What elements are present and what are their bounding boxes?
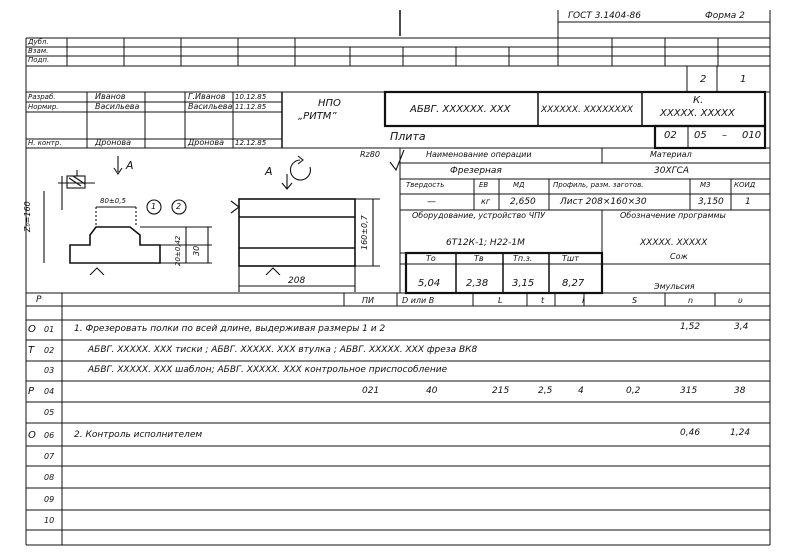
- row-l: 215: [492, 386, 510, 396]
- table-header-d: D или В: [402, 296, 435, 305]
- col-value: 3,150: [698, 197, 724, 207]
- op-code: 010: [742, 130, 762, 141]
- table-header-i: i: [582, 296, 585, 305]
- row-number: 08: [44, 473, 55, 482]
- time-value: 3,15: [512, 278, 535, 289]
- row-number: 06: [44, 431, 55, 440]
- circle-1: 1: [151, 202, 157, 211]
- sig-role: Н. контр.: [28, 139, 62, 147]
- row-number: 03: [44, 366, 55, 375]
- dubl-label: Дубл.: [28, 38, 49, 46]
- table-header-n: n: [688, 296, 694, 305]
- col-value: —: [427, 197, 436, 207]
- row-number: 04: [44, 387, 55, 396]
- row-number: 01: [44, 325, 55, 334]
- row-kind: О: [28, 324, 36, 335]
- op-name-header: Наименование операции: [426, 150, 532, 159]
- sheet-count: 2: [700, 74, 707, 85]
- dim-208: 208: [288, 276, 306, 286]
- table-header-p: Р: [36, 295, 42, 305]
- vzam-label: Взам.: [28, 47, 49, 55]
- roughness-mark: Rz80: [360, 150, 380, 159]
- op-code: –: [722, 130, 727, 141]
- code2: XXXXXX. XXXXXXXX: [541, 105, 634, 115]
- row-text: АБВГ. XXXXX. XXX шаблон; АБВГ. XXXXX. XXX контрольное приспособление: [88, 365, 448, 375]
- table-header-t: t: [541, 296, 545, 305]
- col-value: 2,650: [510, 197, 536, 207]
- part-name: Плита: [390, 130, 426, 143]
- sozh-header: Сож: [670, 252, 688, 261]
- sig-signature: Васильева: [188, 102, 233, 111]
- row-text: 1. Фрезеровать полки по всей длине, выдерживая размеры 1 и 2: [74, 324, 386, 334]
- col-header: КОИД: [734, 181, 756, 189]
- sig-date: 10.12.85: [235, 93, 267, 101]
- sig-role: Нормир.: [28, 103, 59, 111]
- table-header-pi: ПИ: [362, 296, 374, 305]
- program-value: XXXXX. XXXXX: [640, 238, 708, 248]
- dim-80: 80±0,5: [100, 197, 126, 205]
- row-number: 07: [44, 452, 55, 461]
- sig-name: Васильева: [95, 102, 140, 111]
- row-v: 1,24: [730, 428, 751, 438]
- time-header: То: [426, 254, 436, 263]
- op-code: 05: [694, 130, 707, 141]
- sig-role: Разраб.: [28, 93, 56, 101]
- col-value: Лист 208×160×30: [560, 197, 647, 207]
- time-value: 5,04: [418, 278, 441, 289]
- row-s: 0,2: [626, 386, 641, 396]
- row-text: АБВГ. XXXXX. XXX тиски ; АБВГ. XXXXX. XXX втулка ; АБВГ. XXXXX. XXX фреза ВК8: [88, 345, 478, 355]
- k-code: XXXXX. XXXXX: [660, 108, 735, 119]
- view-arrow-label: A: [126, 159, 134, 172]
- row-number: 02: [44, 346, 55, 355]
- row-number: 09: [44, 495, 55, 504]
- row-n: 1,52: [680, 322, 701, 332]
- part-sketch-front: [231, 150, 404, 292]
- row-n: 315: [680, 386, 698, 396]
- row-t: 2,5: [538, 386, 553, 396]
- time-header: Тп.з.: [513, 254, 533, 263]
- time-header: Тв: [474, 254, 484, 263]
- dim-160: 160±0,7: [360, 215, 369, 250]
- program-header: Обозначение программы: [620, 211, 726, 220]
- equip-value: 6Т12К-1; Н22-1М: [446, 238, 525, 248]
- org-line1: НПО: [318, 98, 341, 109]
- col-header: Твердость: [406, 181, 445, 189]
- material: 30ХГСА: [654, 166, 690, 176]
- row-i: 4: [578, 386, 584, 396]
- equip-header: Оборудование, устройство ЧПУ: [412, 211, 545, 220]
- sig-name: Дронова: [95, 138, 131, 147]
- gost-label: ГОСТ 3.1404-86: [568, 11, 641, 21]
- col-value: кг: [481, 197, 491, 206]
- row-number: 10: [44, 516, 55, 525]
- k-label: К.: [693, 95, 704, 106]
- sozh-value: Эмульсия: [654, 282, 695, 291]
- dim-zo: Z₀=160: [23, 201, 32, 232]
- col-header: МД: [513, 181, 525, 189]
- time-value: 2,38: [466, 278, 489, 289]
- sheet-number: 1: [740, 74, 747, 85]
- col-header: ЕВ: [479, 181, 489, 189]
- table-header-l: L: [498, 296, 503, 305]
- view-a-label: A: [265, 165, 273, 178]
- part-sketch-side: [44, 156, 212, 275]
- doc-code: АБВГ. XXXXXX. XXX: [410, 104, 511, 115]
- table-header-s: S: [632, 296, 638, 305]
- op-code: 02: [664, 130, 677, 141]
- row-pi: 021: [362, 386, 380, 396]
- sig-date: 12.12.85: [235, 139, 267, 147]
- time-value: 8,27: [562, 278, 585, 289]
- row-d: 40: [426, 386, 438, 396]
- row-text: 2. Контроль исполнителем: [74, 430, 203, 440]
- op-name: Фрезерная: [450, 166, 502, 176]
- time-header: Тшт: [562, 254, 579, 263]
- col-header: МЗ: [700, 181, 711, 189]
- sig-name: Иванов: [95, 92, 126, 101]
- row-n: 0,46: [680, 428, 701, 438]
- col-value: 1: [745, 197, 751, 207]
- podp-label: Подп.: [28, 56, 50, 64]
- sig-date: 11.12.85: [235, 103, 267, 111]
- row-number: 05: [44, 408, 55, 417]
- row-kind: О: [28, 430, 36, 441]
- form-number: Форма 2: [705, 11, 745, 21]
- row-kind: Р: [28, 386, 35, 397]
- row-kind: Т: [28, 345, 35, 356]
- dim-30: 30: [192, 245, 201, 256]
- row-v: 3,4: [734, 322, 749, 332]
- sig-signature: Дронова: [188, 138, 224, 147]
- material-header: Материал: [650, 150, 692, 159]
- col-header: Профиль, разм. заготов.: [553, 181, 644, 189]
- table-header-v: υ: [738, 296, 743, 305]
- circle-2: 2: [176, 202, 182, 211]
- sig-signature: Г.Иванов: [188, 92, 226, 101]
- dim-20: 20±0,42: [174, 235, 182, 266]
- row-v: 38: [734, 386, 746, 396]
- org-line2: „РИТМ”: [298, 111, 337, 122]
